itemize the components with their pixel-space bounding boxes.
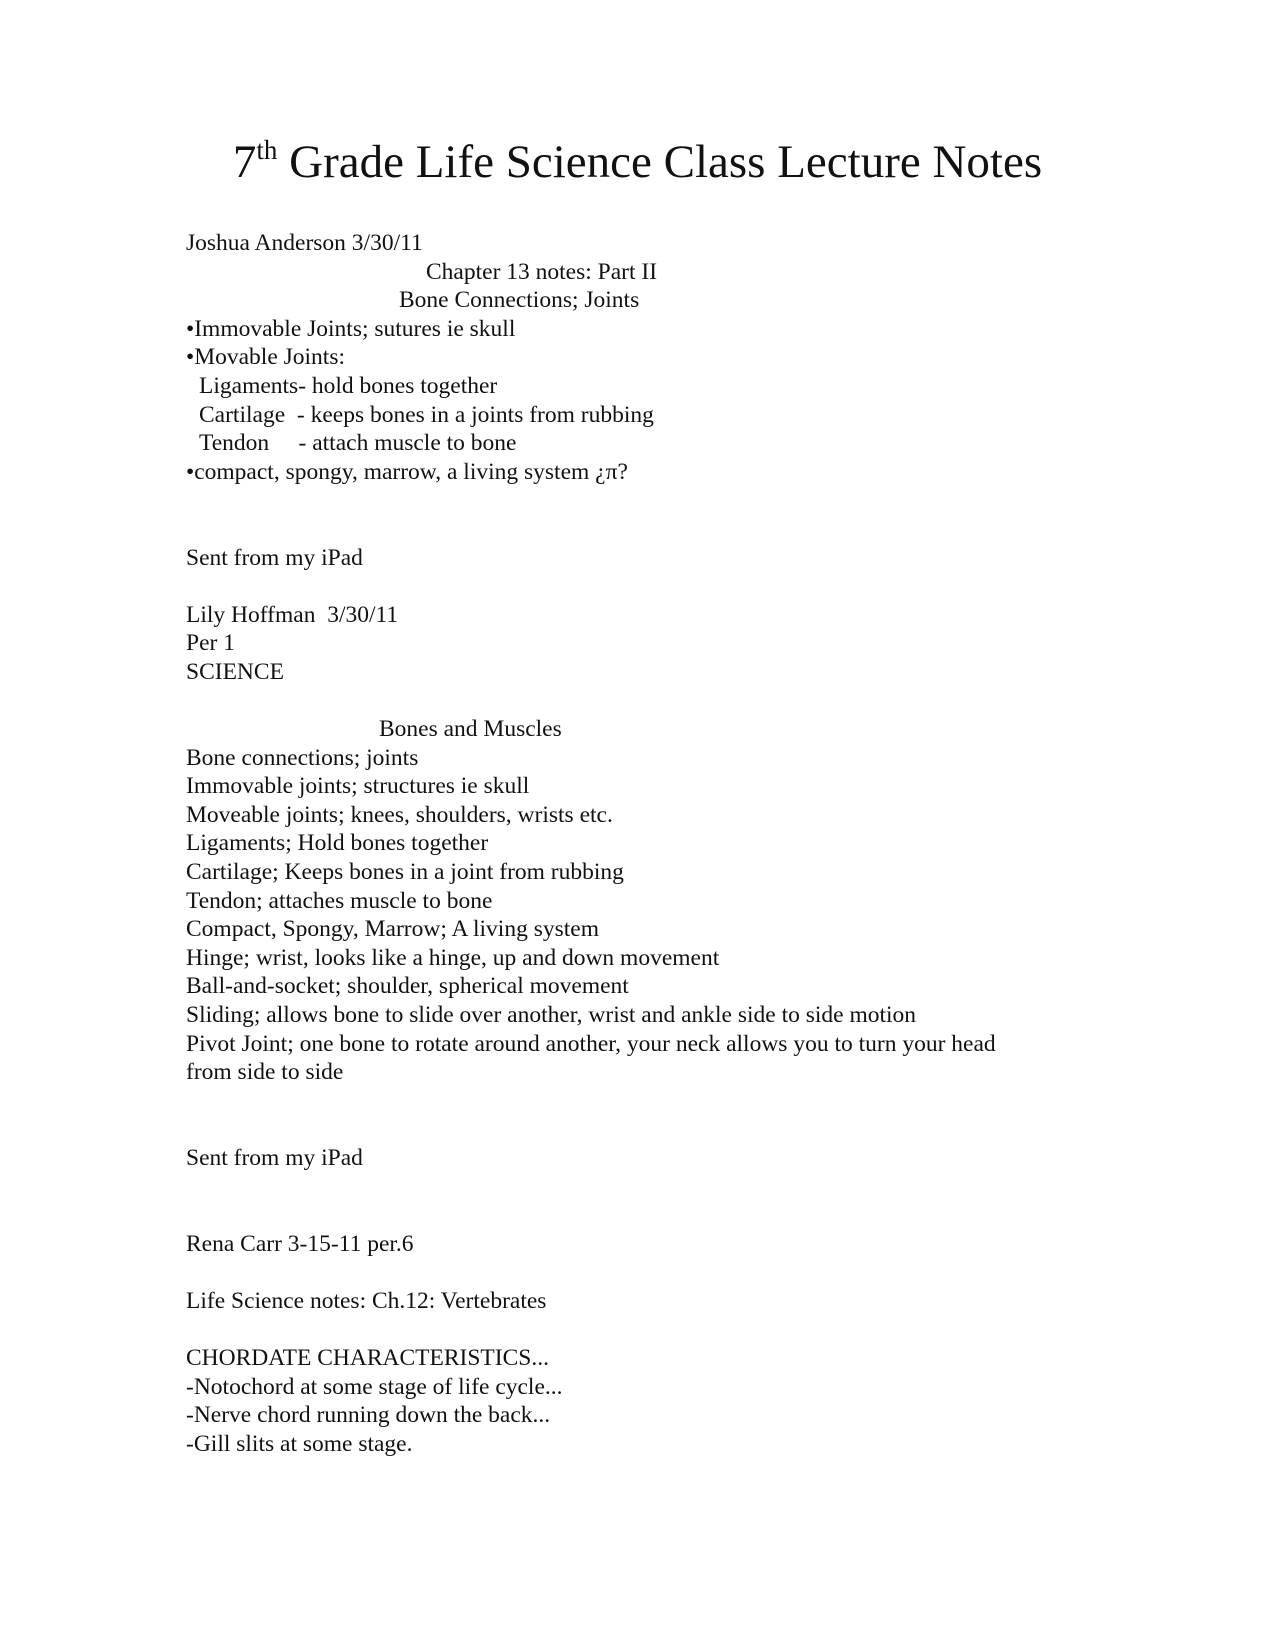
note2-period: Per 1 xyxy=(186,630,235,657)
note2-line: Bone connections; joints xyxy=(186,744,419,771)
note2-line: Hinge; wrist, looks like a hinge, up and down movement xyxy=(186,944,720,971)
note1-line: Tendon - attach muscle to bone xyxy=(199,430,517,457)
note1-heading-chapter: Chapter 13 notes: Part II xyxy=(426,258,658,285)
note2-heading: Bones and Muscles xyxy=(379,716,562,743)
note3-heading: Life Science notes: Ch.12: Vertebrates xyxy=(186,1287,547,1314)
note3-subheading: CHORDATE CHARACTERISTICS... xyxy=(186,1345,549,1372)
note2-line: Tendon; attaches muscle to bone xyxy=(186,887,493,914)
title-suffix: th xyxy=(256,135,278,165)
note2-subject: SCIENCE xyxy=(186,658,284,685)
title-text: Grade Life Science Class Lecture Notes xyxy=(289,136,1043,188)
note1-line: Cartilage - keeps bones in a joints from rubbing xyxy=(199,401,654,428)
note2-signature: Sent from my iPad xyxy=(186,1145,363,1171)
note2-line: Pivot Joint; one bone to rotate around another, your neck allows you to turn your head xyxy=(186,1030,996,1057)
note1-line: Ligaments- hold bones together xyxy=(199,372,498,399)
title-number: 7 xyxy=(232,136,257,188)
note2-line: Sliding; allows bone to slide over another, wrist and ankle side to side motion xyxy=(186,1002,917,1029)
note1-line: •Immovable Joints; sutures ie skull xyxy=(186,315,516,342)
note3-line: -Nerve chord running down the back... xyxy=(186,1402,551,1429)
note1-heading-topic: Bone Connections; Joints xyxy=(399,287,640,314)
note2-line: Moveable joints; knees, shoulders, wrists etc. xyxy=(186,801,613,828)
note2-line: Compact, Spongy, Marrow; A living system xyxy=(186,916,599,943)
page-title xyxy=(0,135,1275,188)
note3-line: -Notochord at some stage of life cycle... xyxy=(186,1373,563,1400)
note2-author: Lily Hoffman 3/30/11 xyxy=(186,601,399,628)
note3-author: Rena Carr 3-15-11 per.6 xyxy=(186,1230,414,1257)
note1-signature: Sent from my iPad xyxy=(186,544,363,571)
note1-line: •Movable Joints: xyxy=(186,344,346,371)
note1-author: Joshua Anderson 3/30/11 xyxy=(186,230,423,256)
note3-line: -Gill slits at some stage. xyxy=(186,1430,413,1457)
note2-line: Cartilage; Keeps bones in a joint from rubbing xyxy=(186,859,624,886)
note1-line: •compact, spongy, marrow, a living system ¿π? xyxy=(186,458,628,485)
document-body xyxy=(186,229,1186,1459)
note2-line: Ball-and-socket; shoulder, spherical movement xyxy=(186,973,629,1000)
note2-line: from side to side xyxy=(186,1059,344,1086)
note2-line: Ligaments; Hold bones together xyxy=(186,830,489,857)
note2-line: Immovable joints; structures ie skull xyxy=(186,773,530,800)
